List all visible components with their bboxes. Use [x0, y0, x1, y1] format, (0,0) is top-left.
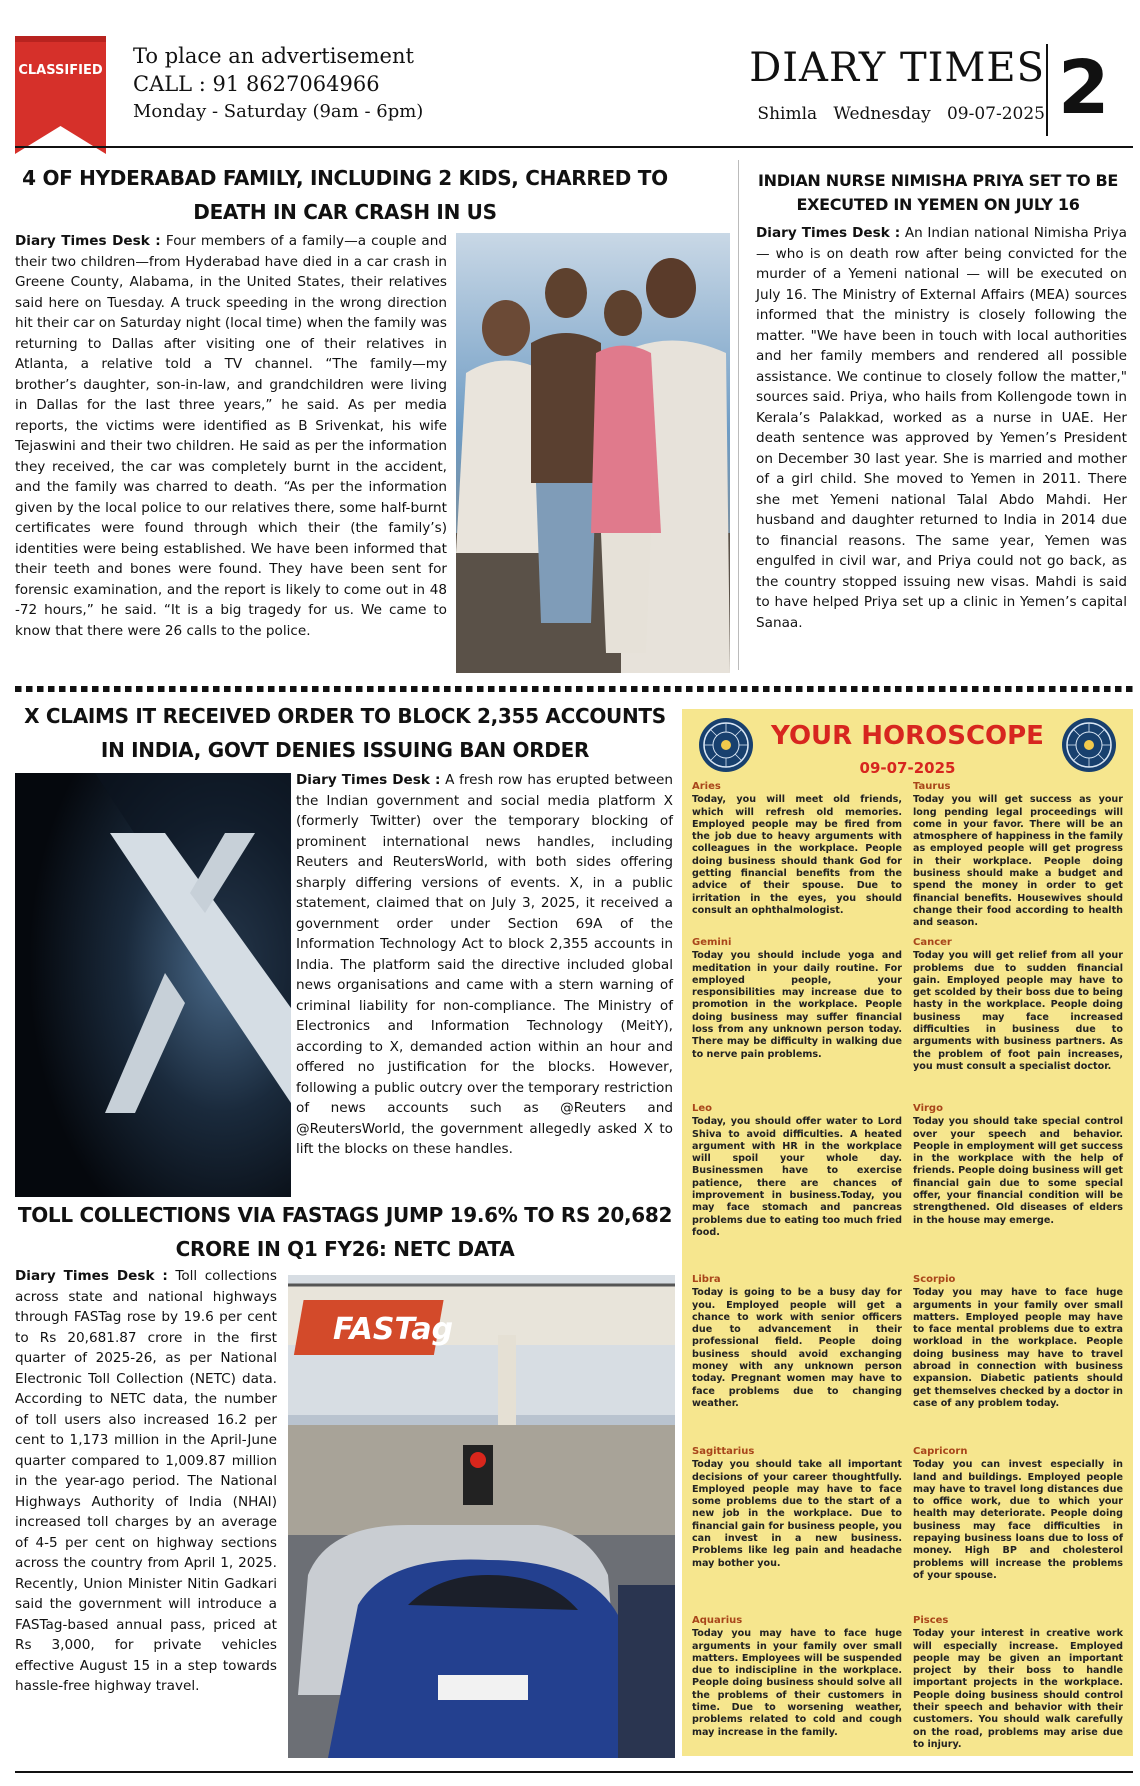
sign-text: Today, you will meet old friends, which will refresh old memories. Employed people may be fired from the job due to heavy arguments with colleagues in the workplace. People doing business should thank God for getting financial benefits from the advice of their spouse. Due to irritation in the eyes, you should consult an ophthalmologist.	[692, 794, 902, 916]
story2-byline: Diary Times Desk :	[756, 225, 901, 241]
classified-badge	[15, 36, 106, 154]
sign-scorpio	[913, 1274, 1123, 1410]
horoscope-panel	[682, 709, 1133, 1756]
sign-name: Scorpio	[913, 1274, 956, 1285]
sign-name: Capricorn	[913, 1446, 968, 1457]
sign-name: Aries	[692, 781, 721, 792]
section-divider-dotted	[15, 686, 1133, 692]
ad-phone: CALL : 91 8627064966	[133, 72, 380, 96]
sign-text: Today you may have to face huge arguments in your family over small matters. Employed people may have to face mental problems due to extra workload in the workplace. People doing business may have to travel abroad in connection with business expansion. Diabetic patients should get themselves checked by a doctor in case of any problem today.	[913, 1287, 1123, 1409]
story3-headline: X CLAIMS IT RECEIVED ORDER TO BLOCK 2,355 ACCOUNTS IN INDIA, GOVT DENIES ISSUING BAN ORDER	[24, 704, 666, 762]
sign-text: Today you can invest especially in land and buildings. Employed people may have to travel long distances due to office work, due to which your health may deteriorate. People doing business may face difficulties in repaying business loans due to loss of money. High BP and cholesterol problems will increase the problems of your spouse.	[913, 1459, 1123, 1581]
sign-text: Today you will get relief from all your problems due to sudden financial gain. Employed people may have to get scolded by their boss due to being hasty in the workplace. People doing business may face increased difficulties in business due to arguments with business partners. As the problem of foot pain increases, you must consult a specialist doctor.	[913, 950, 1123, 1072]
sign-name: Gemini	[692, 937, 732, 948]
ad-line-1: To place an advertisement	[133, 44, 414, 68]
sign-name: Libra	[692, 1274, 721, 1285]
family-photo	[456, 233, 730, 673]
masthead-title: DIARY TIMES	[749, 45, 1045, 91]
sign-text: Today you should take all important decisions of your career thoughtfully. Employed people may have to face some problems due to the start of a new job in the workplace. Due to financial gain for business people, you can invest in a new business. Problems like leg pain and headache may bother you.	[692, 1459, 902, 1569]
masthead	[745, 44, 1045, 124]
sign-name: Sagittarius	[692, 1446, 755, 1457]
story3-body	[296, 770, 673, 1160]
ad-hours: Monday - Saturday (9am - 6pm)	[133, 101, 424, 122]
story1-headline: 4 OF HYDERABAD FAMILY, INCLUDING 2 KIDS, CHARRED TO DEATH IN CAR CRASH IN US	[22, 166, 668, 224]
story3-text: A fresh row has erupted between the Indian government and social media platform X (formerly Twitter) over the temporary blocking of prominent international news handles, including Reuters and ReutersWorld, with both sides offering sharply differing versions of events. X, in a public statement, claimed that on July 3, 2025, it received a government order under Section 69A of the Information Technology Act to block 2,355 accounts in India. The platform said the directive included global news organisations and came with a stern warning of criminal liability for non-compliance. The Ministry of Electronics and Information Technology (MeitY), according to X, demanded action within an hour and offered no justification for the blocks. However, following a public outcry over the temporary restriction of news accounts such as @Reuters and @ReutersWorld, the government allegedly asked X to lift the blocks on these handles.	[296, 772, 673, 1157]
story2-headline: INDIAN NURSE NIMISHA PRIYA SET TO BE EXECUTED IN YEMEN ON JULY 16	[757, 171, 1119, 214]
sign-cancer	[913, 937, 1123, 1073]
story2-body	[756, 223, 1127, 633]
masthead-dateline	[745, 104, 1045, 124]
sign-name: Aquarius	[692, 1615, 743, 1626]
sign-text: Today you should take special control over your speech and behavior. People in employment will get success in the workplace with the help of friends. People doing business will get financial gain due to some special offer, your financial condition will be strengthened. Old diseases of elders in the house may emerge.	[913, 1116, 1123, 1226]
sign-text: Today you will get success as your long pending legal proceedings will come in your favor. There will be an atmosphere of happiness in the family as employed people will get progress in their workplace. People doing business should make a budget and spend the money in order to get financial benefits. Housewives should change their food according to health and season.	[913, 794, 1123, 929]
story1-byline: Diary Times Desk :	[15, 233, 161, 249]
story1-body	[15, 231, 447, 641]
column-divider	[738, 160, 739, 670]
sign-virgo	[913, 1103, 1123, 1227]
masthead-divider	[1046, 44, 1048, 136]
sign-text: Today you may have to face huge arguments in your family over small matters. Employees will be suspended due to indiscipline in the workplace. People doing business should solve all the problems of their customers in time. Due to worsening weather, problems related to cold and cough may increase in the family.	[692, 1628, 902, 1738]
x-logo-photo	[15, 773, 291, 1197]
story4-body	[15, 1266, 277, 1697]
issue-date: 09-07-2025	[946, 104, 1045, 124]
ad-contact-block	[133, 42, 423, 126]
sign-aries	[692, 781, 902, 917]
fastag-sign-text: FASTag	[333, 1312, 454, 1347]
page-number: 2	[1058, 45, 1110, 131]
sign-text: Today you should include yoga and meditation in your daily routine. For employed people, your responsibilities may increase due to promotion in the workplace. People doing business may suffer financial loss from any unknown person today. There may be difficulty in walking due to nerve pain problems.	[692, 950, 902, 1060]
weekday: Wednesday	[833, 104, 931, 124]
sign-name: Taurus	[913, 781, 951, 792]
city: Shimla	[757, 104, 818, 124]
story2-text: An Indian national Nimisha Priya — who is on death row after being convicted for the murder of a Yemeni national — will be executed on July 16. The Ministry of External Affairs (MEA) sources informed that the ministry is closely following the matter. "We have been in touch with local authorities and her family members and rendered all possible assistance. We continue to closely follow the matter," sources said. Priya, who hails from Kollengode town in Kerala’s Palakkad, worked as a nurse in UAE. Her death sentence was approved by Yemen’s President on December 30 last year. She is married and mother of a girl child. She moved to Yemen in 2011. There she met Yemeni national Talal Abdo Mahdi. Her husband and daughter returned to India in 2014 due to financial reasons. The same year, Yemen was engulfed in civil war, and Priya could not go back, as the country stopped issuing new visas. Mahdi is said to have helped Priya set up a clinic in Yemen’s capital Sanaa.	[756, 225, 1128, 631]
story4-text: Toll collections across state and national highways through FASTag rose by 19.6 per cent to Rs 20,681.87 crore in the first quarter of 2025-26, as per National Electronic Toll Collection (NETC) data. According to NETC data, the number of toll users also increased 16.2 per cent to 1,173 million in the April-June quarter compared to 1,009.87 million in the year-ago period. The National Highways Authority of India (NHAI) increased toll charges by an average of 4-5 per cent on highway sections across the country from April 1, 2025. Recently, Union Minister Nitin Gadkari said the government will introduce a FASTag-based annual pass, priced at Rs 3,000, for private vehicles effective August 15 in a step towards hassle-free highway travel.	[15, 1268, 277, 1694]
story3-byline: Diary Times Desk :	[296, 772, 441, 788]
sign-name: Virgo	[913, 1103, 943, 1114]
sign-libra	[692, 1274, 902, 1410]
sign-leo	[692, 1103, 902, 1239]
sign-name: Pisces	[913, 1615, 949, 1626]
footer-rule	[15, 1771, 1133, 1773]
sign-taurus	[913, 781, 1123, 930]
sign-sagittarius	[692, 1446, 902, 1570]
classified-label: CLASSIFIED	[18, 63, 103, 78]
story1-text: Four members of a family—a couple and their two children—from Hyderabad have died in a car crash in Greene County, Alabama, in the United States, their relatives said here on Tuesday. A truck speeding in the wrong direction hit their car on Saturday night (local time) when the family was returning to Dallas after visiting one of their relatives in Atlanta, a relative told a TV channel. “The family—my brother’s daughter, son-in-law, and grandchildren were living in Dallas for the last three years,” he said. As per media reports, the victims were identified as B Srivenkat, his wife Tejaswini and their two children. He said as per the information they received, the car was completely burnt in the accident, and the family was charred to death. “As per the information given by the local police to our relatives there, some half-burnt certificates were found through which their (the family’s) identities were being established. We have been informed that their teeth and bones were found. They have been sent for forensic examination, and the report is likely to come out in 48 -72 hours,” he said. “It is a big tragedy for us. We came to know that there were 26 calls to the police.	[15, 233, 448, 639]
sign-text: Today your interest in creative work will especially increase. Employed people may be given an important project by their boss to handle important projects in the workplace. People doing business should control their speech and behavior with their customers. You should walk carefully on the road, problems may arise due to injury.	[913, 1628, 1123, 1750]
sign-pisces	[913, 1615, 1123, 1751]
sign-aquarius	[692, 1615, 902, 1739]
story4-byline: Diary Times Desk :	[15, 1268, 168, 1284]
sign-text: Today is going to be a busy day for you. Employed people will get a chance to work with senior officers due to advancement in their professional field. People doing business should avoid exchanging money with any unknown person today. Pregnant women may have to face problems due to changing weather.	[692, 1287, 902, 1409]
fastag-toll-photo	[288, 1275, 675, 1758]
horoscope-date: 09-07-2025	[859, 759, 956, 777]
header-rule	[15, 146, 1133, 148]
sign-text: Today, you should offer water to Lord Shiva to avoid difficulties. A heated argument with HR in the workplace will spoil your whole day. Businessmen have to exercise patience, there are chances of improvement in business.Today, you may face stomach and pancreas problems due to eating too much fried food.	[692, 1116, 902, 1238]
sign-name: Leo	[692, 1103, 713, 1114]
sign-capricorn	[913, 1446, 1123, 1582]
horoscope-title: YOUR HOROSCOPE	[771, 721, 1044, 751]
sign-name: Cancer	[913, 937, 952, 948]
sign-gemini	[692, 937, 902, 1061]
story4-headline: TOLL COLLECTIONS VIA FASTAGS JUMP 19.6% TO RS 20,682 CRORE IN Q1 FY26: NETC DATA	[17, 1203, 673, 1261]
